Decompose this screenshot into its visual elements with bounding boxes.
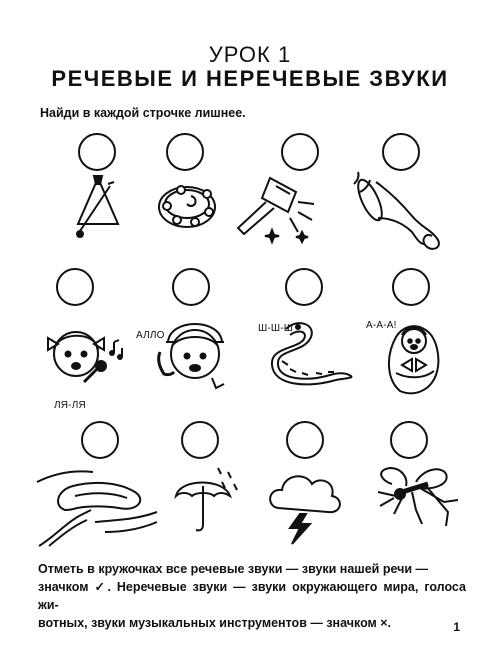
page-title: РЕЧЕВЫЕ И НЕРЕЧЕВЫЕ ЗВУКИ [51,66,449,91]
answer-circle[interactable] [382,133,420,171]
sound-label: А-А-А! [366,320,397,331]
boy-on-phone-icon [156,312,236,392]
singing-girl-icon [38,318,133,398]
answer-circle[interactable] [78,133,116,171]
hammer-icon [232,172,327,247]
tambourine-icon [155,180,220,235]
answer-circle[interactable] [56,268,94,306]
umbrella-rain-icon [170,462,245,537]
thundercloud-icon [262,464,347,544]
answer-circle[interactable] [181,421,219,459]
wind-tree-icon [35,462,160,547]
page-number: 1 [453,620,460,634]
instruction-line: Отметь в кружочках все речевые звуки — звуки нашей речи — [38,562,429,576]
instruction-line: вотных, звуки музыкальных инструментов — значком ×. [38,616,392,630]
answer-circle[interactable] [285,268,323,306]
instruction-text [38,560,466,632]
answer-circle[interactable] [166,133,204,171]
answer-circle[interactable] [286,421,324,459]
sound-label: АЛЛО [136,330,165,341]
lesson-number: УРОК 1 [208,42,292,67]
task-text: Найди в каждой строчке лишнее. [40,106,246,120]
mosquito-icon [372,462,462,532]
sound-label: ЛЯ-ЛЯ [54,400,86,411]
answer-circle[interactable] [390,421,428,459]
answer-circle[interactable] [172,268,210,306]
horn-icon [350,170,450,255]
answer-circle[interactable] [281,133,319,171]
triangle-instrument-icon [70,172,130,242]
answer-circle[interactable] [81,421,119,459]
instruction-line: значком ✓. Неречевые звуки — звуки окружающего мира, голоса жи- [38,580,466,612]
answer-circle[interactable] [392,268,430,306]
sound-label: Ш-Ш-Ш [258,323,294,334]
